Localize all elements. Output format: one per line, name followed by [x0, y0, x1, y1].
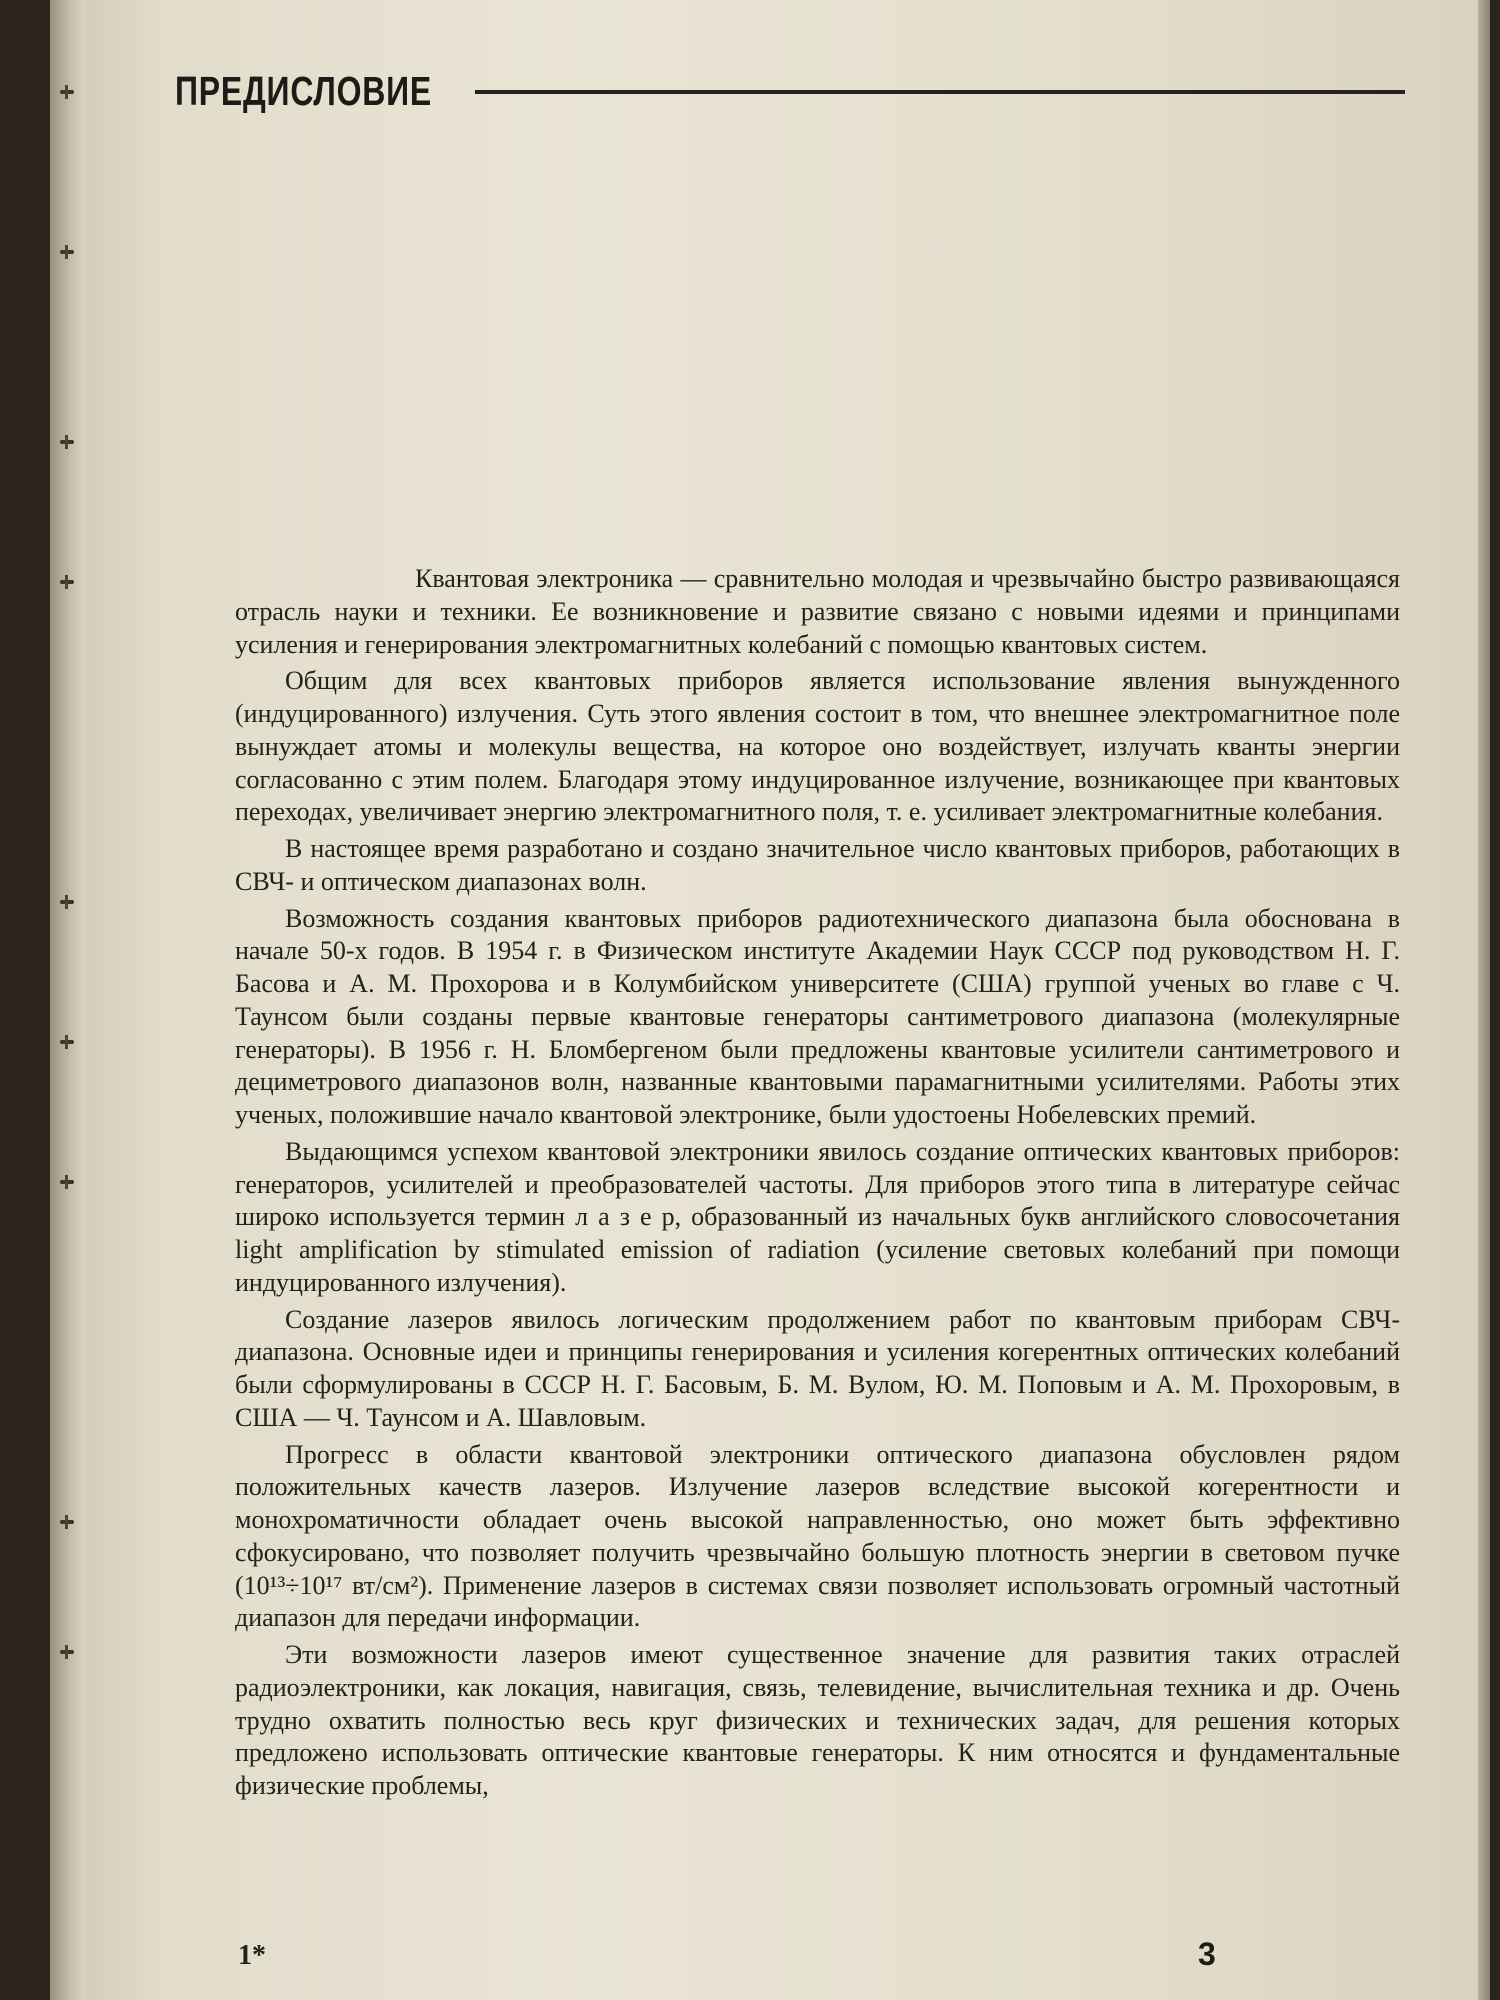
binding-stitch — [60, 580, 74, 584]
paragraph: Создание лазеров явилось логическим продолжением работ по квантовым приборам СВЧ-диапазона. Основные идеи и принципы генерирования и усиления когерентных оптических колебаний были сформулированы в СССР Н. Г. Басовым, Б. М. Вулом, Ю. М. Поповым и А. М. Прохоровым, в США — Ч. Таунсом и А. Шавловым. — [235, 1304, 1400, 1432]
paragraph: Квантовая электроника — сравнительно молодая и чрезвычайно быстро развивающаяся отрасль науки и техники. Ее возникновение и развитие связано с новыми идеями и принципами усиления и генерирования электромагнитных колебаний с помощью квантовых систем. — [235, 564, 1400, 659]
binding-stitch — [60, 1040, 74, 1044]
paragraph: Возможность создания квантовых приборов радиотехнического диапазона была обоснована в начале 50-х годов. В 1954 г. в Физическом институте Академии Наук СССР под руководством Н. Г. Басова и А. М. Прохорова и в Колумбийском университете (США) группой ученых во главе с Ч. Таунсом были созданы первые квантовые генераторы сантиметрового диапазона (молекулярные генераторы). В 1956 г. Н. Бломбергеном были предложены квантовые усилители сантиметрового и дециметрового диапазонов волн, названные квантовыми парамагнитными усилителями. Работы этих ученых, положившие начало квантовой электронике, были удостоены Нобелевских премий. — [235, 903, 1400, 1129]
binding-stitch — [60, 440, 74, 444]
paragraph: В настоящее время разработано и создано значительное число квантовых приборов, работающих в СВЧ- и оптическом диапазонах волн. — [235, 834, 1400, 896]
binding-stitch — [60, 900, 74, 904]
heading-row — [175, 68, 1405, 128]
page-edge — [1478, 0, 1490, 2000]
binding-stitch — [60, 1650, 74, 1654]
binding-stitch — [60, 1520, 74, 1524]
signature-mark: 1* — [238, 1940, 266, 1971]
heading-rule — [475, 90, 1405, 94]
paragraph: Выдающимся успехом квантовой электроники явилось создание оптических квантовых приборов: генераторов, усилителей и преобразователей частоты. Для приборов этого типа в литературе сейчас широко используется термин л а з е р, образованный из начальных букв английского словосочетания light amplification by stimulated emission of radiation (усиление световых колебаний при помощи индуцированного излучения). — [235, 1136, 1400, 1297]
binding-stitch — [60, 1180, 74, 1184]
binding-stitch — [60, 90, 74, 94]
page-heading: ПРЕДИСЛОВИЕ — [175, 68, 433, 114]
binding-stitch — [60, 250, 74, 254]
paragraph: Прогресс в области квантовой электроники оптического диапазона обусловлен рядом положительных качеств лазеров. Излучение лазеров вследствие высокой когерентности и монохроматичности обладает очень высокой направленностью, оно может быть эффективно сфокусировано, что позволяет получить чрезвычайно большую плотность энергии в световом пучке (10¹³÷10¹⁷ вт/см²). Применение лазеров в системах связи позволяет использовать огромный частотный диапазон для передачи информации. — [235, 1439, 1400, 1633]
book-binding — [50, 0, 86, 2000]
paragraph: Эти возможности лазеров имеют существенное значение для развития таких отраслей радиоэлектроники, как локация, навигация, связь, телевидение, вычислительная техника и др. Очень трудно охватить полностью весь круг физических и технических задач, для решения которых предложено использовать оптические квантовые генераторы. К ним относятся и фундаментальные физические проблемы, — [235, 1640, 1400, 1800]
body-text — [235, 563, 1400, 1807]
book-page — [50, 0, 1490, 2000]
page-number: 3 — [1198, 1936, 1216, 1972]
paragraph: Общим для всех квантовых приборов является использование явления вынужденного (индуцированного) излучения. Суть этого явления состоит в том, что внешнее электромагнитное поле вынуждает атомы и молекулы вещества, на которое оно воздействует, излучать кванты энергии согласованно с этим полем. Благодаря этому индуцированное излучение, возникающее при квантовых переходах, увеличивает энергию электромагнитного поля, т. е. усиливает электромагнитные колебания. — [235, 666, 1400, 827]
